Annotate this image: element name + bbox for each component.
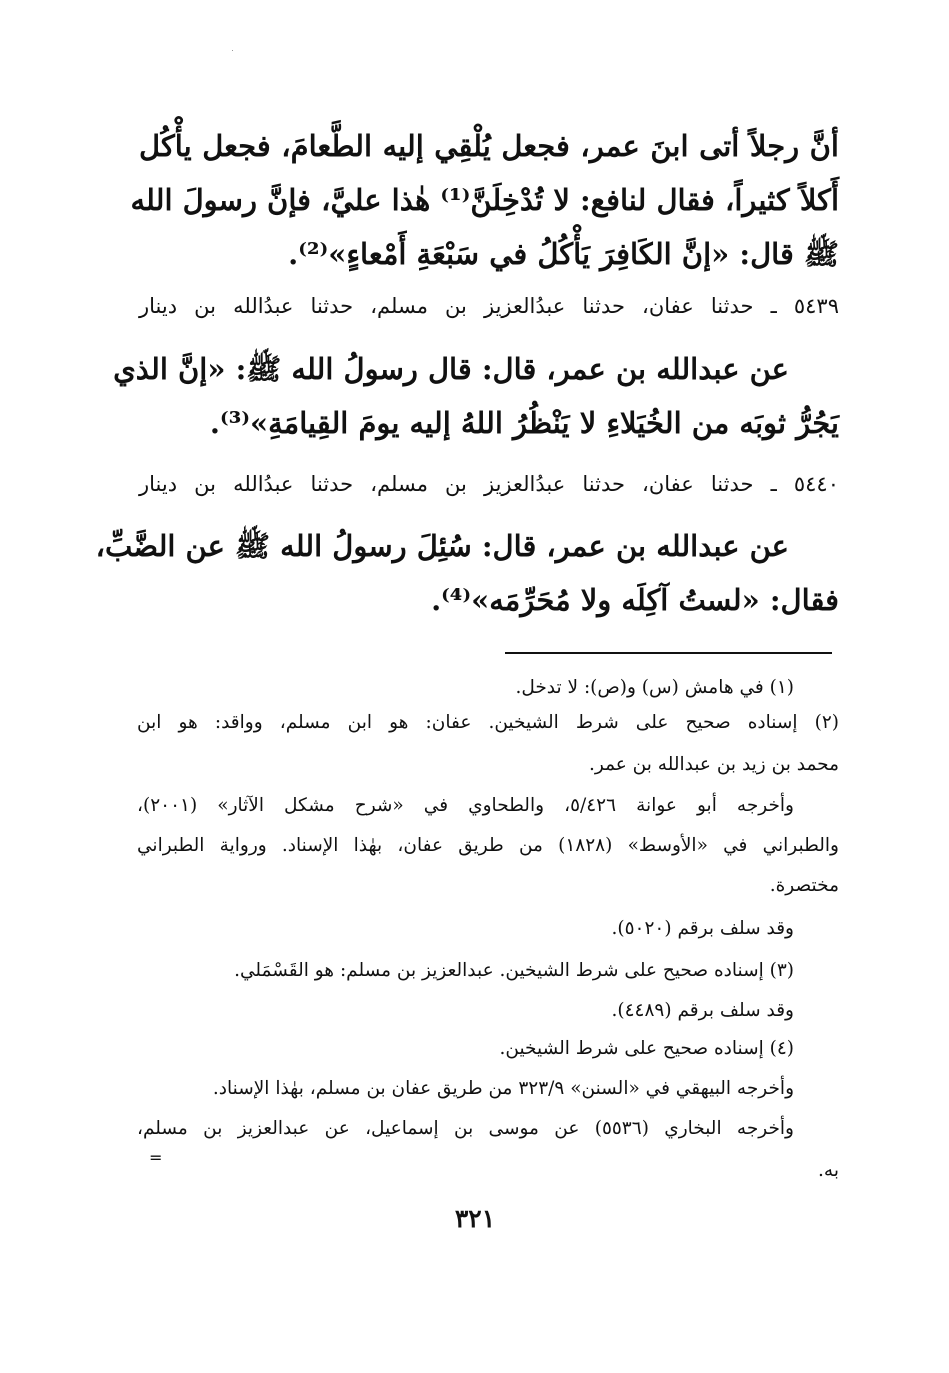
- footnote-4-line-4: به.: [818, 1160, 839, 1181]
- hadith-5440-chain: ٥٤٤٠ ـ حدثنا عفان، حدثنا عبدُالعزيز بن مسلم، حدثنا عبدُالله بن دينار: [139, 472, 839, 496]
- hadith-5439-chain: ٥٤٣٩ ـ حدثنا عفان، حدثنا عبدُالعزيز بن مسلم، حدثنا عبدُالله بن دينار: [139, 294, 839, 318]
- footnote-2-line-5: مختصرة.: [769, 875, 839, 896]
- hadith-5440-line-1: عن عبدالله بن عمر، قال: سُئِلَ رسولُ الله ﷺ عن الضَّبِّ،: [95, 529, 789, 563]
- footnote-separator: [505, 652, 832, 654]
- footnote-2-line-1: (٢) إسناده صحيح على شرط الشيخين. عفان: هو ابن مسلم، وواقد: هو ابن: [137, 712, 839, 733]
- footnote-2-line-4: والطبراني في «الأوسط» (١٨٢٨) من طريق عفان، بهٰذا الإسناد. ورواية الطبراني: [137, 835, 839, 856]
- footnote-2-line-3: وأخرجه أبو عوانة ٥/٤٢٦، والطحاوي في «شرح مشكل الآثار» (٢٠٠١)،: [137, 795, 794, 816]
- footnote-3-line-2: وقد سلف برقم (٤٤٨٩).: [611, 1000, 794, 1021]
- footnote-4-line-3: وأخرجه البخاري (٥٥٣٦) عن موسى بن إسماعيل، عن عبدالعزيز بن مسلم،: [137, 1118, 794, 1139]
- main-text-line-2: أَكلاً كثيراً، فقال لنافع: لا تُدْخِلَنَّ⁽¹⁾ هٰذا عليَّ، فإنَّ رسولَ الله: [130, 183, 839, 217]
- footnote-2-line-6: وقد سلف برقم (٥٠٢٠).: [611, 918, 794, 939]
- footnote-3-line-1: (٣) إسناده صحيح على شرط الشيخين. عبدالعزيز بن مسلم: هو القَسْمَلي.: [234, 960, 794, 981]
- hadith-5439-line-2: يَجُرُّ ثوبَه من الخُيَلاءِ لا يَنْظُرُ اللهُ إليه يومَ القِيامَةِ»⁽³⁾.: [209, 406, 839, 440]
- footnote-4-line-1: (٤) إسناده صحيح على شرط الشيخين.: [499, 1038, 794, 1059]
- hadith-5439-line-1: عن عبدالله بن عمر، قال: قال رسولُ الله ﷺ: «إنَّ الذي: [113, 352, 789, 386]
- scan-speck: [232, 50, 233, 51]
- main-text-line-1: أنَّ رجلاً أتى ابنَ عمر، فجعل يُلْقِي إليه الطَّعامَ، فجعل يأْكُل: [139, 129, 839, 163]
- hadith-5440-line-2: فقال: «لستُ آكِلَه ولا مُحَرِّمَه»⁽⁴⁾.: [431, 583, 839, 617]
- main-text-line-3: ﷺ قال: «إنَّ الكَافِرَ يَأْكُلُ في سَبْعَةِ أَمْعاءٍ»⁽²⁾.: [288, 237, 839, 271]
- page-number: ٣٢١: [454, 1204, 496, 1233]
- footnote-1: (١) في هامش (س) و(ص): لا تدخل.: [515, 677, 794, 698]
- footnote-2-line-2: محمد بن زيد بن عبدالله بن عمر.: [588, 754, 839, 775]
- footnote-4-line-2: وأخرجه البيهقي في «السنن» ٣٢٣/٩ من طريق عفان بن مسلم، بهٰذا الإسناد.: [212, 1078, 794, 1099]
- continuation-mark: =: [149, 1148, 163, 1167]
